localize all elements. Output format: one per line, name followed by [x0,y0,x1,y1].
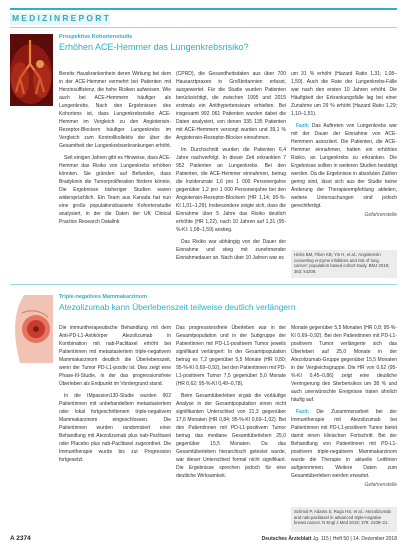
section-label: MEDIZINREPORT [12,13,111,23]
article1-col2-paragraph-3: Das Risiko war abhängig von der Dauer der Einnahme und stieg mit zunehmender Einnahmedauer an. Nach über 10 Jahren war es [176,239,286,261]
article1-col3-paragraph-2: Das Auftreten von Lungenkrebs war mit der Dauer der Einnahme von ACE-Hemmern assoziiert. Die Patienten, die ACE-Hemmer einnahmen, hatten ein erhöhtes Risiko, an Lungenkrebs zu erkranken. Die Ergebnisse sollten in weiteren Studien bestätigt werden. Da die Ergebnisse in absoluten Zahlen gering sind, lässt sich aus der Studie keine Änderung der Therapieempfehlung ableiten, weitere Untersuchungen sind jedoch gerechtfertigt. [291,123,397,209]
article2-col2-paragraph-1: Das progressionsfreie Überleben war in der Gesamtpopulation und in der Subgruppe der Patientinnen mit PD-L1-positivem Tumor jeweils signifikant verlängert: In der Gesamtpopulation betrug es 7,2 gegenüber 5,5 Monate (HR 0,80; 95-%-KI 0,69–0,92), bei den Patientinnen mit PD-L1-positivem Tumor 7,5 gegenüber 5,0 Monate (HR 0,62; 95-%-KI 0,49–0,78). [176,325,286,387]
article1-col2-paragraph-1: (CPRD), die Gesundheitsdaten aus über 700 Hausarztpraxen in Großbritannien erfasst, ausgewertet. Für die Studie wurden Patienten berücksichtigt, die zwischen 1995 und 2015 erstmals ein Antihypertensivum erhielten. Bei insgesamt 992 061 Patienten wurden dabei die Daten analysiert, von denen 335 135 Patienten mit ACE-Hemmern versorgt wurden und 39,1 % Angiotensin-Rezeptor-Blocker einnahmen. [176,71,286,141]
article2-column-3 [291,324,397,504]
article2-kicker: Triple-negatives Mammakarzinom [59,294,148,300]
article2-fazit-paragraph [291,408,397,489]
article1-col2-paragraph-2: Im Durchschnitt wurden die Patienten 6,4 Jahre nachverfolgt. In dieser Zeit erkrankten 7 952 Patienten an Lungenkrebs. Bei den Patienten, die ACE-Hemmer einnahmen, betrug die Inzidenzrate 1,6 pro 1 000 Personenjahre gegenüber 1,2 pro 1 000 Personenjahre bei den Angiotensin-Rezeptor-Blockern (HR 1,14; 95-%-KI 1,01–1,29). Insbesondere zeigte sich, dass die Einnahme über 5 Jahre das Risiko deutlich erhöhte (HR 1,22), nach 10 Jahren auf 1,31 (95-%-KI: 1,08–1,59) anstieg. [176,147,286,233]
article2-author: Gefahrenstelle [364,482,397,488]
article1-column-2 [176,70,286,278]
article1-kicker: Prospektive Kohortenstudie [59,34,133,40]
article2-fazit-label: Fazit: [296,409,310,415]
article2-col3-paragraph-1: Monate gegenüber 5,5 Monaten (HR 0,8; 95-%-KI 0,69–0,92). Bei den Patientinnen mit PD-L1-positivem Tumor verlängerte sich das Überleben auf 25,0 Monate in der Atezolizumab-Gruppe gegenüber 15,5 Monaten in der Vergleichsgruppe. Die HR von 0,62 (95-%-KI 0,45–0,86) zeigt eine deutliche Verringerung des Sterberisikos um 38 % und auch unerwünschte Ereignisse traten ähnlich häufig auf. [291,325,397,403]
article2-col2-paragraph-2: Beim Gesamtüberleben ergab die vorläufige Analyse in der Gesamtpopulation einen nicht signifikanten Unterschied von 21,3 gegenüber 17,6 Monaten (HR 0,84; 95-%-KI 0,69–1,02). Bei den Patientinnen mit PD-L1-positivem Tumor betrug das mediane Gesamtüberleben 25,0 gegenüber 15,5 Monaten. Da das Gesamtüberleben hierarchisch getestet wurde, war dieser Unterschied formal nicht signifikant. Die Ergebnisse sprechen jedoch für eine deutliche Wirksamkeit. [176,393,286,479]
article1-headline: Erhöhen ACE-Hemmer das Lungenkrebsrisiko? [59,42,249,52]
article1-references: Hicks BM, Filion KB, Yin H, et al.: Angiotensin converting enzyme inhibitors and risk of lung cancer: population based cohort study. BMJ 2018; 363: k4209. [291,250,397,278]
lung-illustration [10,34,53,106]
header-top-rule [10,8,397,10]
journal-issue: Jg. 115 | Heft 50 | 14. Dezember 2018 [312,536,397,542]
article1-author: Gefahrenstelle [364,212,397,218]
article2-references: Schmid P, Adams S, Rugo HS, et al.: Atezolizumab and nab-paclitaxel in advanced triple-negative breast cancer. N Engl J Med 2018; 379: 2108–21. [291,507,397,532]
article2-col1-paragraph-2: In die IMpassion130-Studie wurden 902 Patientinnen mit unbehandeltem metastasiertem oder lokal fortgeschrittenem triple-negativem Mammakarzinom eingeschlossen. Die Patientinnen wurden randomisiert einer Behandlung mit Atezolizumab plus nab-Paclitaxel oder Placebo plus nab-Paclitaxel zugeordnet. Die Immuntherapie wurde bis zur Progression fortgesetzt. [59,393,171,463]
article2-col3-paragraph-2: Die Zusammenarbeit bei der Immuntherapie mit Atezolizumab bei Patientinnen mit PD-L1-positivem Tumor bietet damit einen klinischen Fortschritt. Bei der Behandlung von Patientinnen mit PD-L1-positivem triple-negativem Mammakarzinom wurde die Therapie in aktuelle Leitlinien aufgenommen. Weitere Daten zum Gesamtüberleben werden erwartet. [291,409,397,479]
journal-name: Deutsches Ärzteblatt [261,536,312,542]
article2-column-1 [59,324,171,532]
article1-fazit-label: Fazit: [296,123,310,129]
article2-col1-paragraph-1: Die immuntherapeutische Behandlung mit dem Anti-PD-L1-Antikörper Atezolizumab in Kombination mit nab-Paclitaxel erhöht bei Patientinnen mit metastasiertem triple-negativem Mammakarzinom deutlich die Überlebenszeit, wenn der Tumor PD-L1-positiv ist. Dies zeigt eine Phase-III-Studie, in der das progressionsfreie Überleben als Endpunkt im Vordergrund stand. [59,325,171,387]
article1-fazit-paragraph [291,122,397,219]
header-bottom-rule [10,27,397,28]
article-divider [10,284,397,285]
article1-column-3 [291,70,397,224]
journal-info [262,536,397,542]
article1-column-1 [59,70,171,278]
article2-column-2 [176,324,286,532]
article1-col1-paragraph-1: Bereits Hauskrankenhein deren Wirkung bei dem in der ACE-Hemmer vermehrt bei Patienten mit Herzinsuffizienz, die hohe Risiken aufweisen. Wie auch bei ACE-Hemmern häufiger als Lungenkrebs. Nach den Ergebnissen des Kohortens ist, dass Lungenkrebsrisiko ACE-Hemmer im Vergleich zu den Angiotensin-Rezeptor-Blockern häufiger Lungenkrebs im Vergleich zum Kontrollkollektiv der über die Gesamtheit der Lungenkrebserkrankungen erhöht. [59,71,171,149]
article1-col1-paragraph-2: Seit einigen Jahren gibt es Hinweise, dass ACE-Hemmer das Risiko von Lungenkrebs erhöhen könnten. Sie gründen auf Befunden, dass Bradykinin die Tumorproliferation fördern könnte. Die Ergebnisse bisheriger Studien waren widersprüchlich. Ein Team aus Kanada hat nun eine große populationsbasierte Kohortenstudie analysiert, in der die Daten der UK Clinical Practice Research Datalink [59,155,171,225]
article2-headline: Atezolizumab kann Überlebenszeit teilweise deutlich verlängern [59,302,296,312]
article1-col3-paragraph-1: um 31 % erhöht (Hazard Ratio 1,31; 1,08–1,59). Auch die Rate der Lungenkrebs-Fälle war nach den ersten 10 Jahren erhöht. Die Häufigkeit der Erkrankungsfälle lag bei einer Zunahme um 29 % erhöht (Hazard Ratio 1,29; 1,10–1,51). [291,71,397,117]
page-number: A 2374 [10,535,31,542]
breast-anatomy-illustration [10,293,53,365]
